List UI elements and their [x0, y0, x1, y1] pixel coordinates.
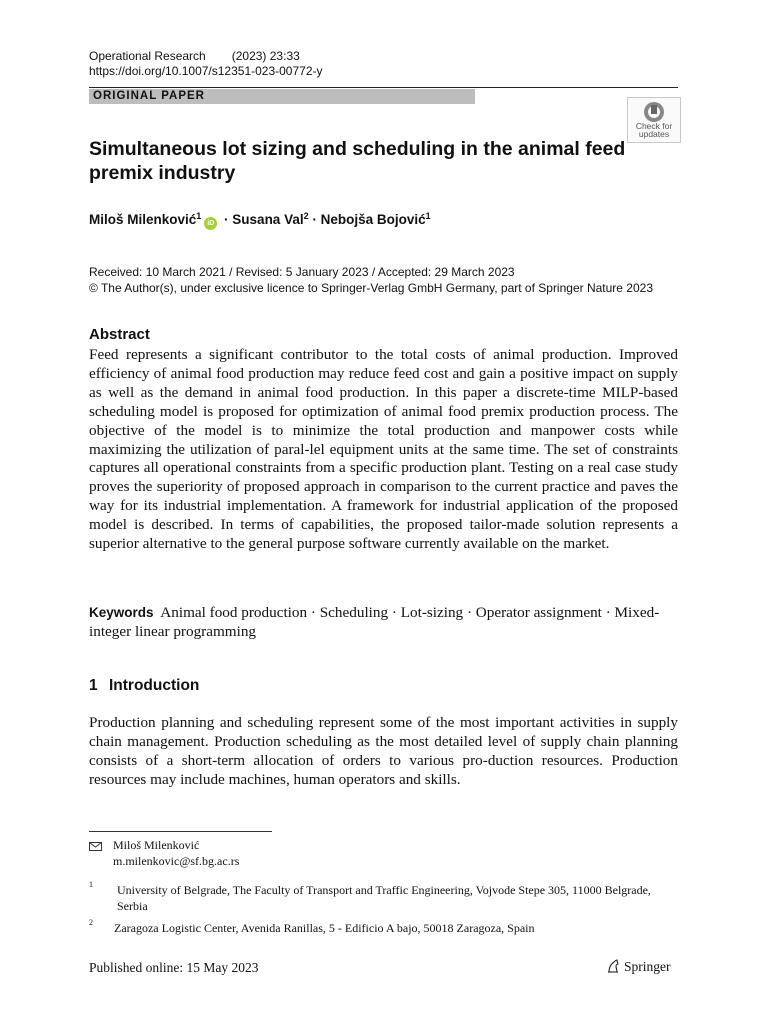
abstract-heading: Abstract — [89, 326, 150, 343]
history-dates: Received: 10 March 2021 / Revised: 5 January 2023 / Accepted: 29 March 2023 — [89, 265, 515, 279]
article-dates — [89, 264, 653, 296]
affiliation-marker: 1 — [196, 211, 202, 221]
abstract-text: Feed represents a significant contributor to the total costs of animal production. Improved efficiency of animal food production may reduce feed cost and gain a positive impact on supply as well as the demand in animal food production. In this paper a discrete-time MILP-based scheduling model is proposed for optimization of animal food premix production process. The objective of the model is to minimize the total production and manpower costs while maximizing the utilization of paral-lel equipment units at the same time. The set of constraints captures all operational constraints from a specific production plant. Testing on a real case study proves the superiority of proposed approach in comparison to the current practice and paves the way for its industrial implementation. A framework for industrial application of the proposed model is described. In terms of capabilities, the proposed tailor-made solution represents a superior alternative to the general purpose software currently available on the market. — [89, 346, 678, 553]
author-name[interactable]: Nebojša Bojović — [320, 212, 426, 227]
author-name[interactable]: Susana Val — [232, 212, 304, 227]
corresponding-author-email[interactable]: m.milenkovic@sf.bg.ac.rs — [113, 854, 240, 868]
header-rule — [89, 87, 678, 88]
author-separator: · — [308, 212, 321, 227]
corresponding-author-name: Miloš Milenković — [113, 838, 200, 852]
footnote-rule — [89, 831, 272, 832]
doi-link[interactable]: https://doi.org/10.1007/s12351-023-00772-y — [89, 64, 323, 78]
journal-name: Operational Research — [89, 49, 206, 63]
check-for-updates-button[interactable] — [627, 97, 681, 143]
affiliation-number: 2 — [89, 918, 93, 927]
author-name[interactable]: Miloš Milenković — [89, 212, 197, 227]
paper-title: Simultaneous lot sizing and scheduling in the animal feed premix industry — [89, 138, 626, 184]
affiliation-marker: 1 — [425, 211, 431, 221]
keywords-label: Keywords — [89, 605, 154, 620]
intro-paragraph: Production planning and scheduling represent some of the most important activities in supply chain management. Production scheduling as the most detailed level of supply chain planning consists of a short-term allocation of orders to various pro-duction resources. Production resources may include machines, human operators and skills. — [89, 714, 678, 788]
section-heading — [89, 677, 199, 695]
article-type-band — [89, 89, 475, 104]
keywords-list: Animal food production · Scheduling · Lot-sizing · Operator assignment · Mixed-integer linear programming — [89, 604, 660, 640]
envelope-icon — [89, 842, 102, 851]
springer-logo — [605, 958, 671, 976]
affiliation-marker: 2 — [303, 211, 309, 221]
article-type: ORIGINAL PAPER — [93, 90, 205, 102]
keywords — [89, 604, 681, 642]
section-number: 1 — [89, 677, 98, 694]
springer-label: Springer — [624, 959, 671, 974]
journal-volume: (2023) 23:33 — [231, 49, 300, 63]
affiliation-2: Zaragoza Logistic Center, Avenida Ranillas, 5 - Edificio A bajo, 50018 Zaragoza, Spain — [114, 921, 535, 935]
check-updates-line2: updates — [638, 129, 670, 139]
journal-citation — [89, 49, 300, 64]
author-list — [89, 207, 431, 230]
springer-horse-icon — [605, 958, 621, 974]
check-updates-line1: Check for — [635, 121, 673, 131]
published-date: Published online: 15 May 2023 — [89, 960, 259, 975]
copyright-line: © The Author(s), under exclusive licence to Springer-Verlag GmbH Germany, part of Springer Nature 2023 — [89, 281, 653, 295]
section-title: Introduction — [109, 677, 200, 694]
orcid-icon[interactable]: iD — [204, 217, 217, 230]
affiliation-1: University of Belgrade, The Faculty of Transport and Traffic Engineering, Vojvode Stepe 305, 11000 Belgrade, Serbia — [117, 883, 651, 913]
affiliation-number: 1 — [89, 880, 93, 889]
author-separator: · — [220, 212, 233, 227]
check-updates-icon — [642, 101, 666, 123]
